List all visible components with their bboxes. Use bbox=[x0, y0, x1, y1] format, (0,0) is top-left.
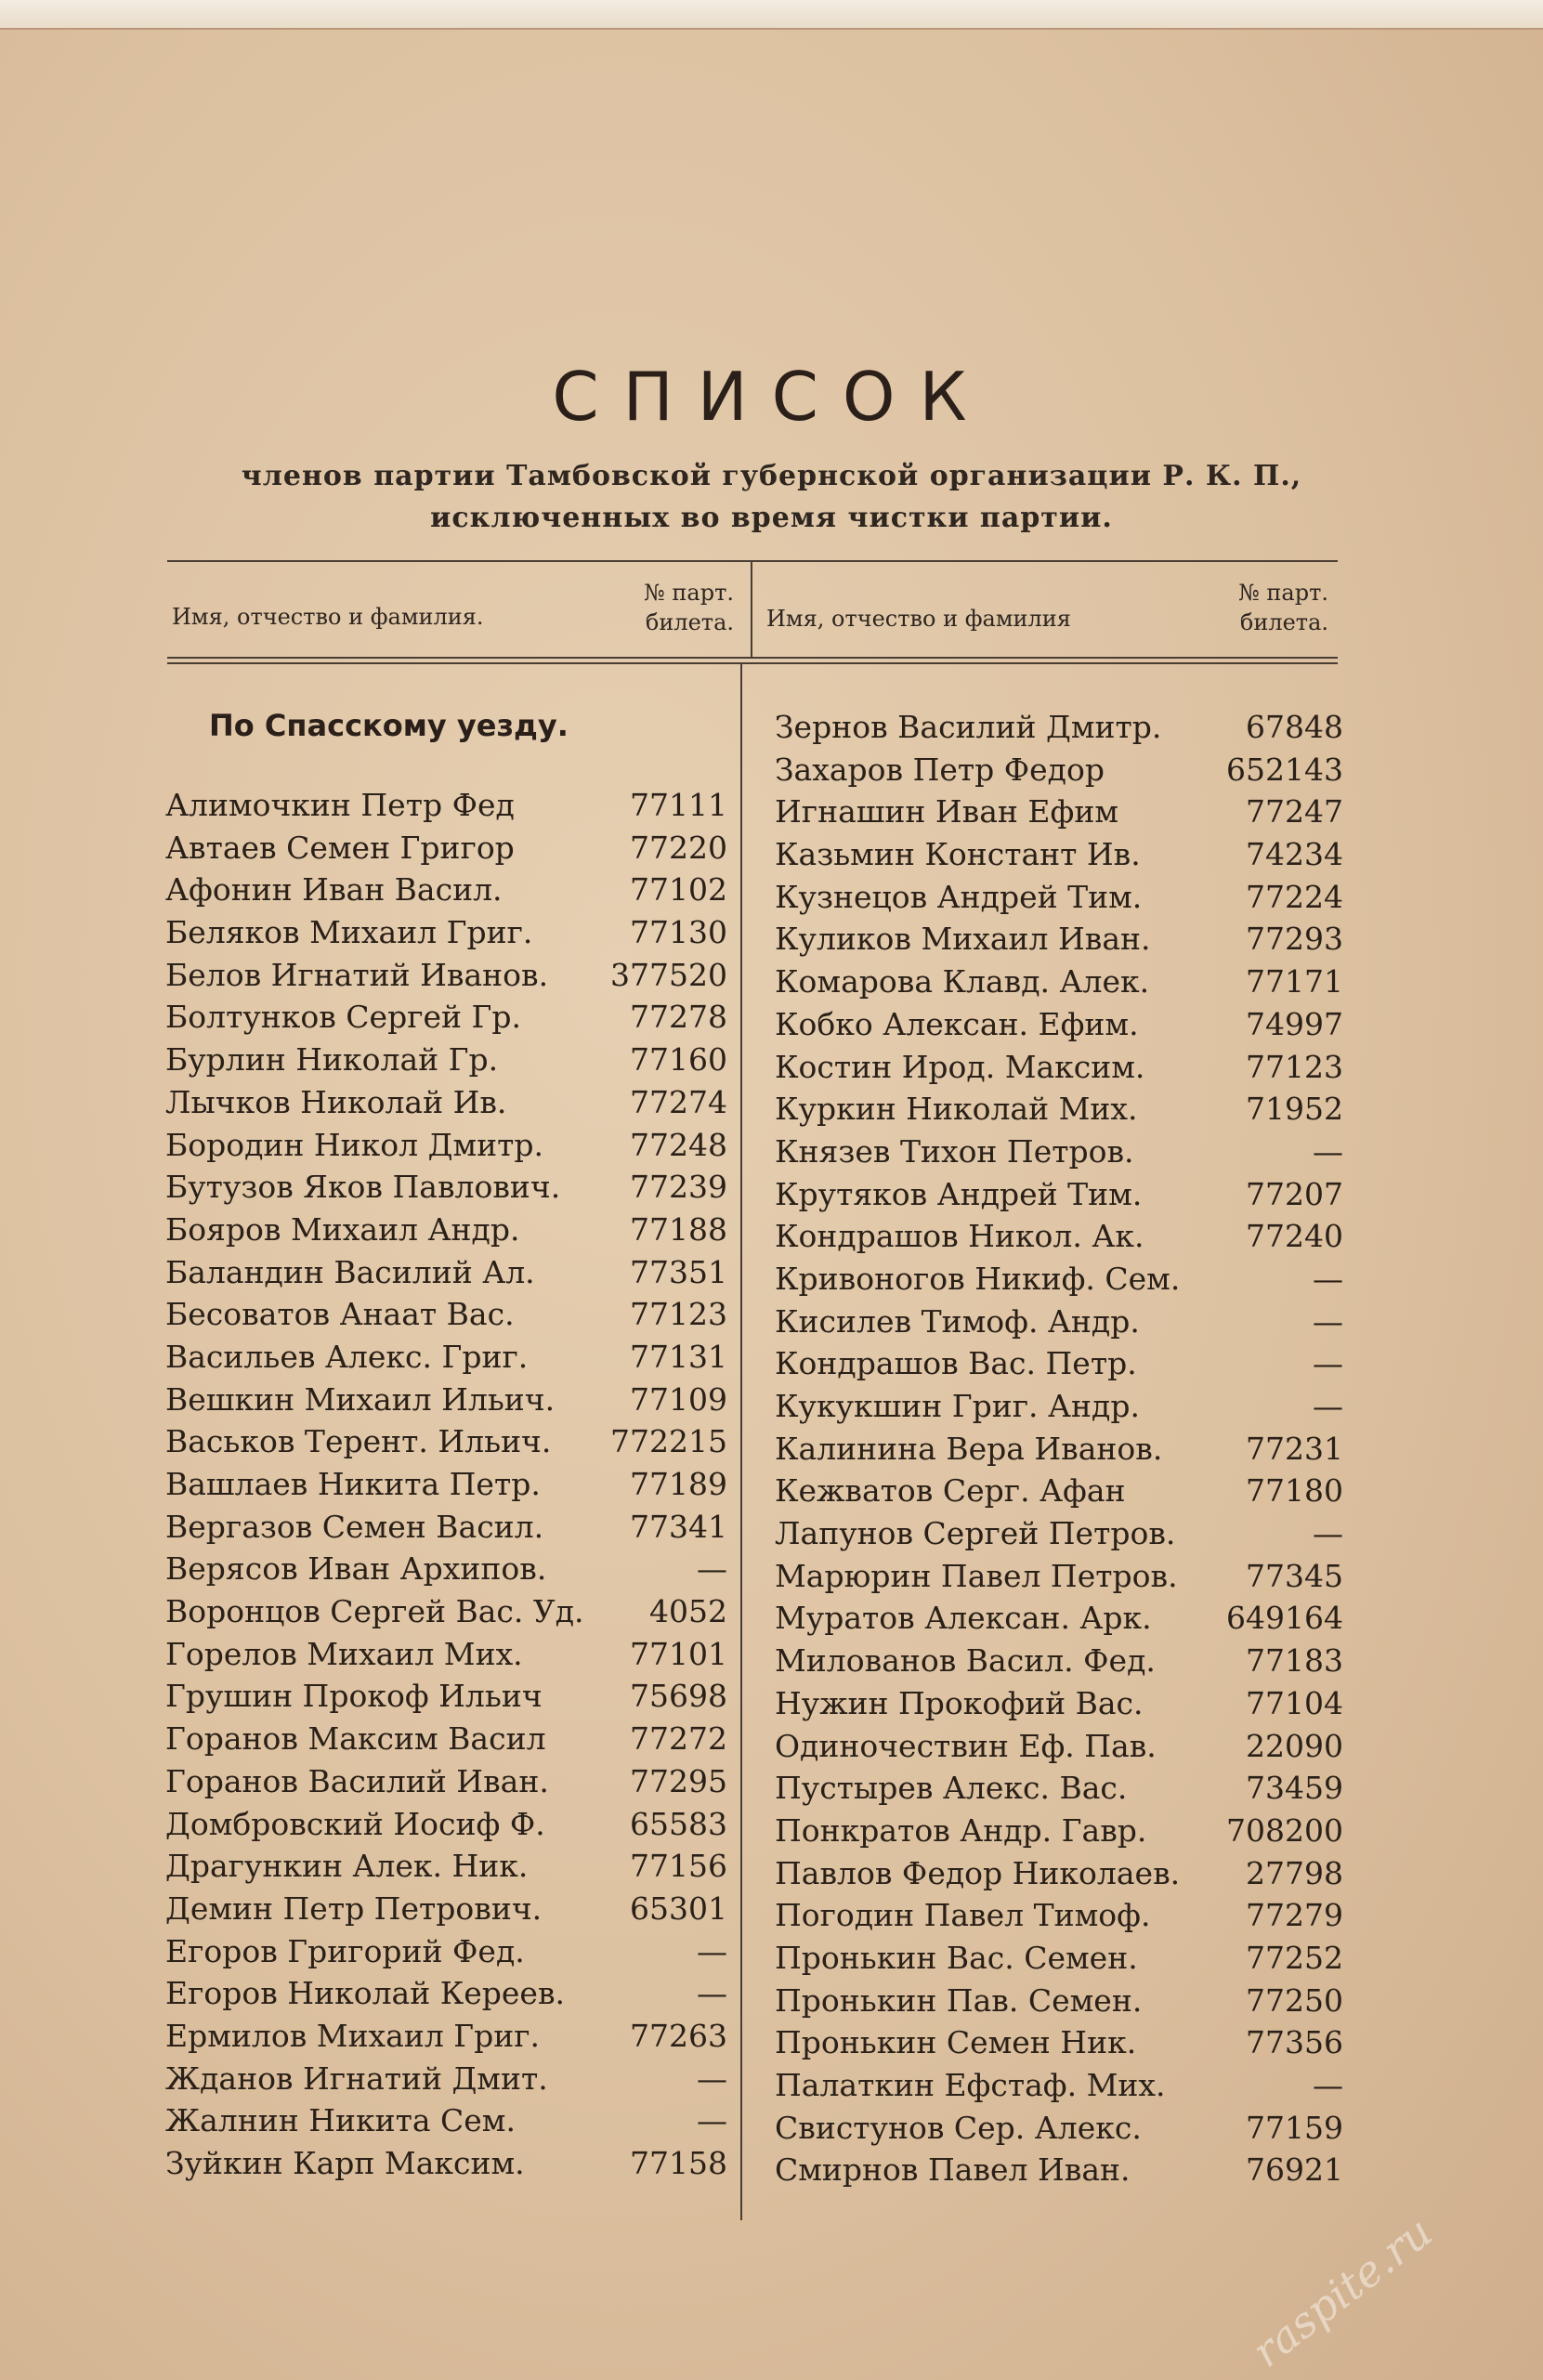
party-card-number: 77101 bbox=[630, 1635, 727, 1672]
member-name: Бесоватов Анаат Вас. bbox=[165, 1296, 515, 1333]
list-item bbox=[775, 1046, 1343, 1089]
party-card-number: 77183 bbox=[1246, 1642, 1343, 1680]
party-card-number: — bbox=[697, 1550, 727, 1588]
page-title: СПИСОК bbox=[552, 358, 991, 436]
member-name: Кобко Алексан. Ефим. bbox=[775, 1005, 1139, 1042]
party-card-number: 77239 bbox=[630, 1169, 727, 1206]
party-card-number: 77250 bbox=[1246, 1981, 1343, 2019]
party-card-number: 708200 bbox=[1226, 1811, 1343, 1849]
list-item bbox=[165, 1760, 727, 1803]
member-name: Игнашин Иван Ефим bbox=[775, 793, 1118, 830]
member-name: Белов Игнатий Иванов. bbox=[165, 956, 549, 993]
list-item bbox=[165, 1633, 727, 1676]
list-item bbox=[775, 706, 1343, 749]
list-item bbox=[165, 1463, 727, 1506]
list-item bbox=[165, 1379, 727, 1421]
member-name: Горанов Максим Васил bbox=[165, 1720, 546, 1758]
party-card-number: 73459 bbox=[1246, 1770, 1343, 1807]
header-number-left-line1: № парт. bbox=[644, 580, 734, 606]
list-item bbox=[775, 961, 1343, 1003]
member-name: Горелов Михаил Мих. bbox=[165, 1635, 523, 1672]
party-card-number: 77180 bbox=[1246, 1472, 1343, 1510]
party-card-number: 71952 bbox=[1246, 1091, 1343, 1128]
header-column-divider bbox=[751, 560, 752, 657]
list-item bbox=[775, 833, 1343, 876]
party-card-number: — bbox=[697, 1975, 727, 2012]
party-card-number: 77160 bbox=[630, 1041, 727, 1079]
party-card-number: 76921 bbox=[1246, 2151, 1343, 2189]
party-card-number: — bbox=[1313, 1345, 1343, 1382]
list-item bbox=[775, 1810, 1343, 1852]
party-card-number: 77240 bbox=[1246, 1218, 1343, 1255]
member-name: Куркин Николай Мих. bbox=[775, 1091, 1138, 1128]
member-name: Зуйкин Карп Максим. bbox=[165, 2145, 525, 2181]
party-card-number: 77131 bbox=[630, 1338, 727, 1375]
district-heading: По Спасскому уезду. bbox=[209, 708, 569, 743]
party-card-number: 77159 bbox=[1246, 2109, 1343, 2146]
member-name: Ермилов Михаил Григ. bbox=[165, 2017, 541, 2054]
list-item bbox=[165, 1506, 727, 1549]
party-card-number: 4052 bbox=[649, 1593, 727, 1630]
party-card-number: 27798 bbox=[1246, 1854, 1343, 1891]
member-name: Вергазов Семен Васил. bbox=[165, 1508, 544, 1545]
list-item bbox=[775, 1682, 1343, 1725]
list-item bbox=[165, 869, 727, 911]
list-item bbox=[775, 1894, 1343, 1937]
member-name: Лапунов Сергей Петров. bbox=[775, 1515, 1176, 1552]
header-number-left-line2: билета. bbox=[645, 609, 734, 635]
subtitle-line-2: исключенных во время чистки партии. bbox=[430, 502, 1113, 534]
party-card-number: 77351 bbox=[630, 1253, 727, 1290]
party-card-number: — bbox=[1313, 1515, 1343, 1552]
list-item bbox=[775, 876, 1343, 919]
member-name: Егоров Григорий Фед. bbox=[165, 1932, 525, 1969]
party-card-number: — bbox=[1313, 1132, 1343, 1170]
party-card-number: 77224 bbox=[1246, 878, 1343, 915]
member-name: Казьмин Констант Ив. bbox=[775, 836, 1141, 873]
list-item bbox=[775, 1597, 1343, 1640]
list-item bbox=[165, 2058, 727, 2100]
party-card-number: 77295 bbox=[630, 1762, 727, 1799]
member-name: Васьков Терент. Ильич. bbox=[165, 1423, 552, 1460]
member-name: Воронцов Сергей Вас. Уд. bbox=[165, 1593, 584, 1630]
list-item bbox=[775, 1301, 1343, 1343]
party-card-number: 77356 bbox=[1246, 2024, 1343, 2061]
list-item bbox=[165, 827, 727, 870]
left-member-list bbox=[165, 784, 727, 2185]
party-card-number: — bbox=[1313, 1260, 1343, 1297]
member-name: Кукукшин Григ. Андр. bbox=[775, 1388, 1140, 1424]
list-item bbox=[775, 1215, 1343, 1258]
party-card-number: 77123 bbox=[630, 1296, 727, 1333]
list-item bbox=[165, 1845, 727, 1888]
list-item bbox=[775, 2149, 1343, 2191]
list-item bbox=[165, 1718, 727, 1760]
party-card-number: — bbox=[697, 1932, 727, 1969]
party-card-number: 65301 bbox=[630, 1890, 727, 1927]
party-card-number: 77188 bbox=[630, 1210, 727, 1248]
list-item bbox=[165, 1888, 727, 1930]
member-name: Автаев Семен Григор bbox=[165, 829, 515, 866]
party-card-number: 77293 bbox=[1246, 921, 1343, 958]
member-name: Болтунков Сергей Гр. bbox=[165, 999, 521, 1036]
list-item bbox=[775, 1258, 1343, 1301]
list-item bbox=[775, 1428, 1343, 1471]
member-name: Беляков Михаил Григ. bbox=[165, 914, 533, 951]
party-card-number: — bbox=[1313, 2067, 1343, 2103]
party-card-number: 77274 bbox=[630, 1083, 727, 1120]
member-name: Бородин Никол Дмитр. bbox=[165, 1126, 543, 1163]
list-item bbox=[775, 1385, 1343, 1428]
header-number-right-line2: билета. bbox=[1239, 609, 1328, 635]
member-name: Князев Тихон Петров. bbox=[775, 1132, 1134, 1170]
list-item bbox=[775, 1980, 1343, 2022]
member-name: Куликов Михаил Иван. bbox=[775, 921, 1151, 958]
member-name: Жалнин Никита Сем. bbox=[165, 2102, 516, 2139]
list-item bbox=[165, 1293, 727, 1336]
list-item bbox=[165, 784, 727, 827]
party-card-number: 652143 bbox=[1226, 751, 1343, 788]
list-item bbox=[775, 1088, 1343, 1131]
party-card-number: 377520 bbox=[610, 956, 727, 993]
party-card-number: 77231 bbox=[1246, 1430, 1343, 1467]
party-card-number: 77171 bbox=[1246, 963, 1343, 1000]
party-card-number: — bbox=[1313, 1302, 1343, 1340]
party-card-number: 77252 bbox=[1246, 1939, 1343, 1976]
body-column-divider bbox=[740, 664, 742, 2220]
party-card-number: 77278 bbox=[630, 999, 727, 1036]
member-name: Алимочкин Петр Фед bbox=[165, 787, 515, 823]
party-card-number: — bbox=[697, 2102, 727, 2139]
member-name: Грушин Прокоф Ильич bbox=[165, 1678, 543, 1715]
list-item bbox=[775, 1767, 1343, 1810]
list-item bbox=[775, 1131, 1343, 1173]
member-name: Верясов Иван Архипов. bbox=[165, 1550, 547, 1588]
list-item bbox=[775, 1555, 1343, 1598]
watermark: raspite.ru bbox=[1242, 2206, 1442, 2377]
list-item bbox=[775, 1470, 1343, 1512]
member-name: Палаткин Ефстаф. Мих. bbox=[775, 2067, 1166, 2103]
party-card-number: 77104 bbox=[1246, 1684, 1343, 1721]
list-item bbox=[775, 2021, 1343, 2064]
member-name: Милованов Васил. Фед. bbox=[775, 1642, 1156, 1680]
list-item bbox=[775, 2107, 1343, 2150]
party-card-number: 77158 bbox=[630, 2145, 727, 2181]
list-item bbox=[775, 1852, 1343, 1895]
party-card-number: 77263 bbox=[630, 2017, 727, 2054]
list-item bbox=[165, 954, 727, 997]
list-item bbox=[165, 2015, 727, 2058]
list-item bbox=[165, 1251, 727, 1294]
party-card-number: 77279 bbox=[1246, 1897, 1343, 1934]
party-card-number: 77220 bbox=[630, 829, 727, 866]
party-card-number: 77123 bbox=[1246, 1048, 1343, 1085]
list-item bbox=[165, 1124, 727, 1167]
member-name: Муратов Алексан. Арк. bbox=[775, 1600, 1152, 1637]
list-item bbox=[775, 1003, 1343, 1046]
member-name: Демин Петр Петрович. bbox=[165, 1890, 543, 1927]
party-card-number: 74234 bbox=[1246, 836, 1343, 873]
member-name: Жданов Игнатий Дмит. bbox=[165, 2060, 548, 2097]
member-name: Зернов Василий Дмитр. bbox=[775, 709, 1162, 745]
list-item bbox=[165, 2099, 727, 2142]
list-item bbox=[775, 791, 1343, 833]
party-card-number: 22090 bbox=[1246, 1727, 1343, 1764]
party-card-number: 67848 bbox=[1246, 709, 1343, 745]
member-name: Баландин Василий Ал. bbox=[165, 1253, 535, 1290]
party-card-number: 65583 bbox=[630, 1805, 727, 1842]
right-member-list bbox=[775, 706, 1343, 2191]
member-name: Кондрашов Вас. Петр. bbox=[775, 1345, 1137, 1382]
list-item bbox=[165, 1803, 727, 1846]
header-number-col-right bbox=[1198, 578, 1328, 637]
member-name: Афонин Иван Васил. bbox=[165, 871, 503, 909]
list-item bbox=[165, 1420, 727, 1463]
list-item bbox=[165, 1166, 727, 1209]
list-item bbox=[775, 1937, 1343, 1980]
header-number-col-left bbox=[613, 578, 734, 637]
member-name: Смирнов Павел Иван. bbox=[775, 2151, 1131, 2189]
list-item bbox=[775, 1342, 1343, 1385]
member-name: Павлов Федор Николаев. bbox=[775, 1854, 1181, 1891]
member-name: Пронькин Пав. Семен. bbox=[775, 1981, 1143, 2019]
member-name: Марюрин Павел Петров. bbox=[775, 1557, 1178, 1594]
list-item bbox=[775, 1640, 1343, 1682]
member-name: Пустырев Алекс. Вас. bbox=[775, 1770, 1128, 1807]
party-card-number: 77272 bbox=[630, 1720, 727, 1758]
member-name: Кежватов Серг. Афан bbox=[775, 1472, 1126, 1510]
list-item bbox=[775, 1725, 1343, 1768]
member-name: Одиночествин Еф. Пав. bbox=[775, 1727, 1157, 1764]
list-item bbox=[775, 1512, 1343, 1555]
member-name: Калинина Вера Иванов. bbox=[775, 1430, 1163, 1467]
list-item bbox=[775, 749, 1343, 791]
torn-top-edge bbox=[0, 0, 1543, 32]
party-card-number: 649164 bbox=[1226, 1600, 1343, 1637]
table-top-rule bbox=[167, 560, 1338, 562]
party-card-number: 77156 bbox=[630, 1848, 727, 1885]
member-name: Пронькин Семен Ник. bbox=[775, 2024, 1137, 2061]
party-card-number: 772215 bbox=[610, 1423, 727, 1460]
party-card-number: 77109 bbox=[630, 1380, 727, 1418]
party-card-number: 77102 bbox=[630, 871, 727, 909]
member-name: Бурлин Николай Гр. bbox=[165, 1041, 499, 1079]
party-card-number: — bbox=[1313, 1388, 1343, 1424]
list-item bbox=[165, 1590, 727, 1633]
list-item bbox=[165, 1336, 727, 1379]
member-name: Бояров Михаил Андр. bbox=[165, 1210, 520, 1248]
header-number-right-line1: № парт. bbox=[1238, 580, 1328, 606]
party-card-number: 77345 bbox=[1246, 1557, 1343, 1594]
header-name-col-left: Имя, отчество и фамилия. bbox=[172, 604, 484, 630]
list-item bbox=[165, 996, 727, 1039]
member-name: Костин Ирод. Максим. bbox=[775, 1048, 1145, 1085]
member-name: Захаров Петр Федор bbox=[775, 751, 1105, 788]
list-item bbox=[165, 1972, 727, 2015]
list-item bbox=[775, 2064, 1343, 2107]
list-item bbox=[165, 1548, 727, 1590]
member-name: Понкратов Андр. Гавр. bbox=[775, 1811, 1147, 1849]
party-card-number: 74997 bbox=[1246, 1005, 1343, 1042]
member-name: Горанов Василий Иван. bbox=[165, 1762, 549, 1799]
member-name: Вашлаев Никита Петр. bbox=[165, 1466, 541, 1502]
party-card-number: 77341 bbox=[630, 1508, 727, 1545]
list-item bbox=[775, 918, 1343, 961]
party-card-number: 77207 bbox=[1246, 1175, 1343, 1212]
member-name: Кисилев Тимоф. Андр. bbox=[775, 1302, 1140, 1340]
party-card-number: 77247 bbox=[1246, 793, 1343, 830]
list-item bbox=[165, 1039, 727, 1081]
subtitle-line-1: членов партии Тамбовской губернской организации Р. К. П., bbox=[241, 460, 1302, 492]
party-card-number: — bbox=[697, 2060, 727, 2097]
header-bottom-rule bbox=[167, 657, 1338, 659]
list-item bbox=[165, 1209, 727, 1251]
party-card-number: 77189 bbox=[630, 1466, 727, 1502]
member-name: Лычков Николай Ив. bbox=[165, 1083, 507, 1120]
list-item bbox=[165, 1081, 727, 1124]
list-item bbox=[165, 1930, 727, 1973]
member-name: Кондрашов Никол. Ак. bbox=[775, 1218, 1144, 1255]
member-name: Вешкин Михаил Ильич. bbox=[165, 1380, 556, 1418]
list-item bbox=[165, 2142, 727, 2185]
member-name: Погодин Павел Тимоф. bbox=[775, 1897, 1151, 1934]
member-name: Свистунов Сер. Алекс. bbox=[775, 2109, 1142, 2146]
member-name: Егоров Николай Кереев. bbox=[165, 1975, 566, 2012]
member-name: Нужин Прокофий Вас. bbox=[775, 1684, 1144, 1721]
member-name: Пронькин Вас. Семен. bbox=[775, 1939, 1138, 1976]
member-name: Комарова Клавд. Алек. bbox=[775, 963, 1150, 1000]
member-name: Васильев Алекс. Григ. bbox=[165, 1338, 529, 1375]
list-item bbox=[165, 1675, 727, 1718]
party-card-number: 77111 bbox=[630, 787, 727, 823]
member-name: Драгункин Алек. Ник. bbox=[165, 1848, 529, 1885]
member-name: Крутяков Андрей Тим. bbox=[775, 1175, 1143, 1212]
party-card-number: 77130 bbox=[630, 914, 727, 951]
member-name: Бутузов Яков Павлович. bbox=[165, 1169, 561, 1206]
member-name: Кривоногов Никиф. Сем. bbox=[775, 1260, 1181, 1297]
list-item bbox=[775, 1173, 1343, 1216]
header-bottom-rule-double bbox=[167, 662, 1338, 664]
list-item bbox=[165, 911, 727, 954]
member-name: Кузнецов Андрей Тим. bbox=[775, 878, 1143, 915]
header-name-col-right: Имя, отчество и фамилия bbox=[766, 606, 1071, 632]
party-card-number: 77248 bbox=[630, 1126, 727, 1163]
member-name: Домбровский Иосиф Ф. bbox=[165, 1805, 545, 1842]
party-card-number: 75698 bbox=[630, 1678, 727, 1715]
